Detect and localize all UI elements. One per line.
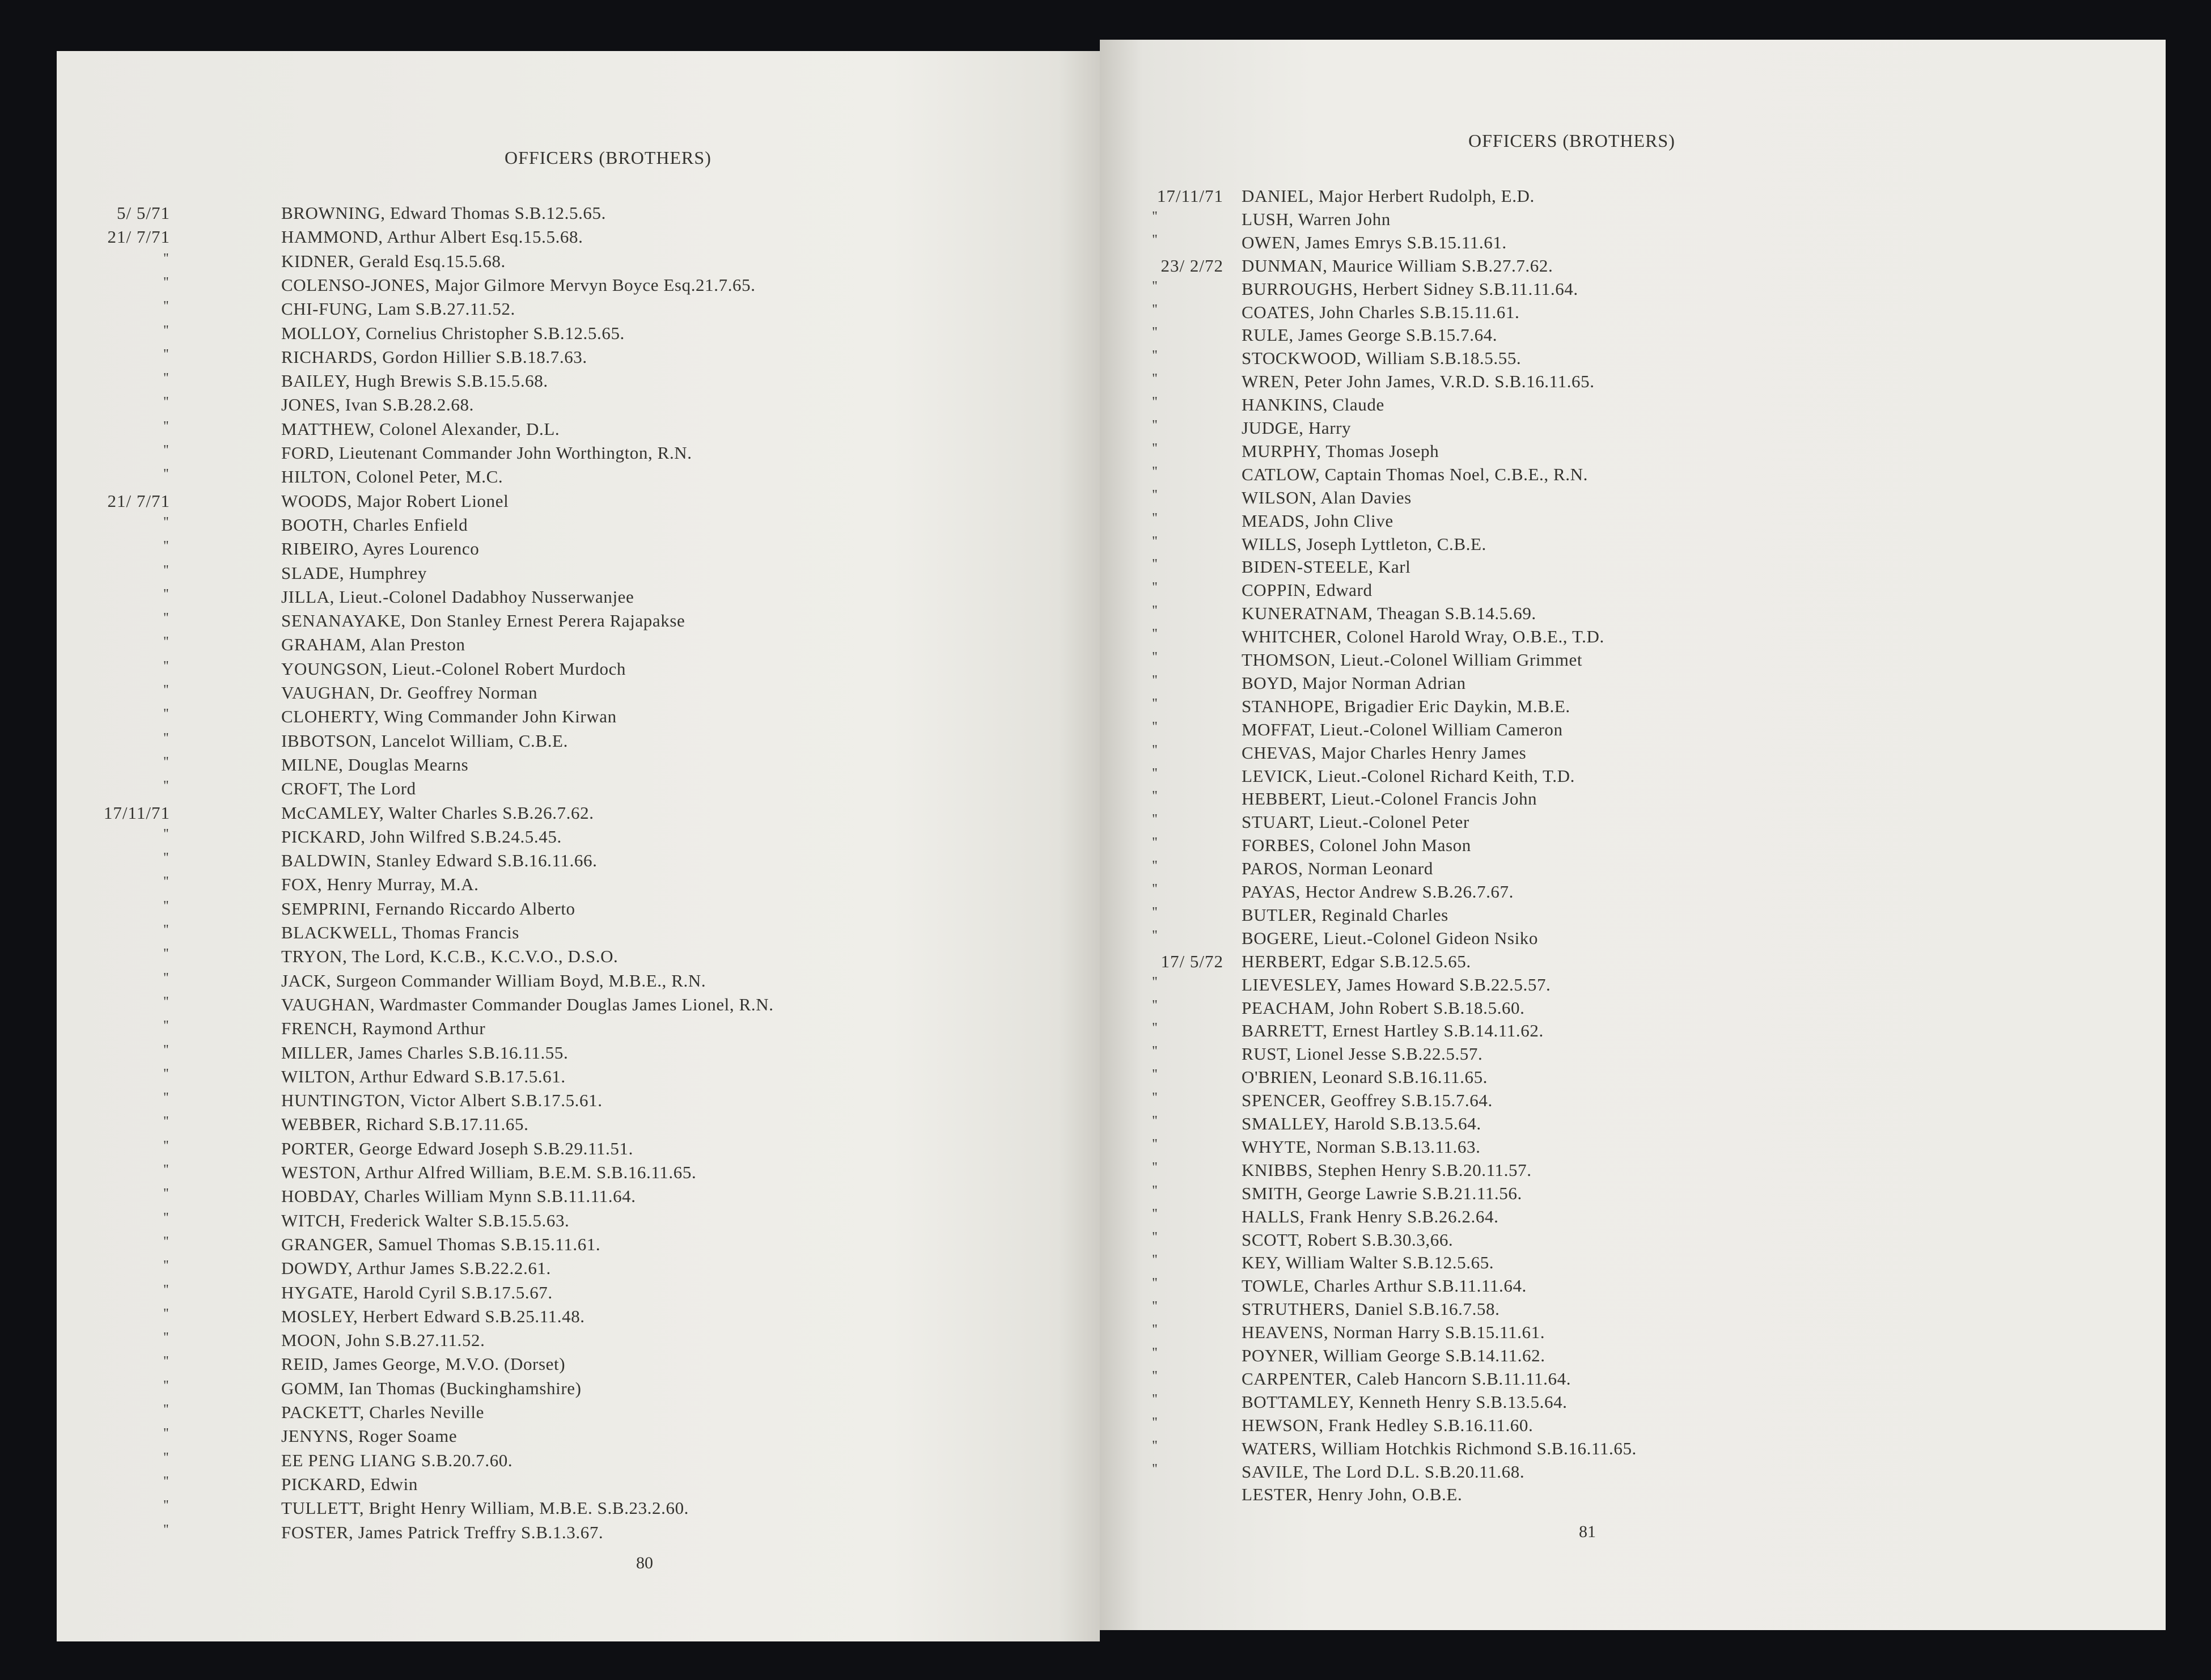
entry-name: JONES, Ivan S.B.28.2.68. xyxy=(281,395,474,415)
ditto-mark: " xyxy=(163,1354,169,1369)
ditto-mark: " xyxy=(1152,487,1158,502)
ditto-mark: " xyxy=(1152,302,1158,317)
ditto-mark: " xyxy=(1152,789,1158,804)
entry-name: PICKARD, John Wilfred S.B.24.5.45. xyxy=(281,826,562,847)
ditto-mark: " xyxy=(163,778,169,794)
entry-name: BOYD, Major Norman Adrian xyxy=(1242,672,1466,693)
ditto-mark: " xyxy=(163,251,169,266)
entry-name: FORD, Lieutenant Commander John Worthington, R.N. xyxy=(281,443,692,463)
entry-name: BAILEY, Hugh Brewis S.B.15.5.68. xyxy=(281,371,548,391)
ditto-mark: " xyxy=(163,1522,169,1537)
ditto-mark: " xyxy=(163,826,169,841)
entry-name: HEAVENS, Norman Harry S.B.15.11.61. xyxy=(1242,1322,1545,1343)
ditto-mark: " xyxy=(1152,209,1158,224)
ditto-mark: " xyxy=(163,994,169,1009)
ditto-mark: " xyxy=(163,1234,169,1249)
ditto-mark: " xyxy=(1152,672,1158,688)
ditto-mark: " xyxy=(1152,1044,1158,1059)
entry-name: WILSON, Alan Davies xyxy=(1242,487,1412,507)
ditto-mark: " xyxy=(1152,1067,1158,1082)
entry-name: JILLA, Lieut.-Colonel Dadabhoy Nusserwanjee xyxy=(281,586,634,607)
entry-name: EE PENG LIANG S.B.20.7.60. xyxy=(281,1450,513,1470)
entry-name: DANIEL, Major Herbert Rudolph, E.D. xyxy=(1242,186,1535,206)
entry-name: CLOHERTY, Wing Commander John Kirwan xyxy=(281,706,617,727)
ditto-mark: " xyxy=(1152,348,1158,363)
ditto-mark: " xyxy=(1152,1136,1158,1152)
entry-name: HANKINS, Claude xyxy=(1242,395,1384,415)
ditto-mark: " xyxy=(1152,325,1158,340)
ditto-mark: " xyxy=(1152,1090,1158,1106)
entry-name: BIDEN-STEELE, Karl xyxy=(1242,557,1411,577)
ditto-mark: " xyxy=(1152,1368,1158,1383)
entry-name: HOBDAY, Charles William Mynn S.B.11.11.64. xyxy=(281,1186,636,1207)
ditto-mark: " xyxy=(163,1090,169,1106)
entry-name: PAROS, Norman Leonard xyxy=(1242,858,1433,879)
entry-name: PEACHAM, John Robert S.B.18.5.60. xyxy=(1242,997,1525,1018)
entry-name: TULLETT, Bright Henry William, M.B.E. S.B.23.2.60. xyxy=(281,1498,689,1518)
ditto-mark: " xyxy=(163,467,169,482)
entry-name: SEMPRINI, Fernando Riccardo Alberto xyxy=(281,898,575,919)
ditto-mark: " xyxy=(1152,1438,1158,1453)
entry-name: GRANGER, Samuel Thomas S.B.15.11.61. xyxy=(281,1234,601,1254)
entry-name: VAUGHAN, Wardmaster Commander Douglas James Lionel, R.N. xyxy=(281,994,774,1014)
ditto-mark: " xyxy=(163,1474,169,1489)
entry-name: STRUTHERS, Daniel S.B.16.7.58. xyxy=(1242,1299,1500,1319)
ditto-mark: " xyxy=(163,562,169,578)
entry-name: FOX, Henry Murray, M.A. xyxy=(281,874,479,895)
ditto-mark: " xyxy=(163,611,169,626)
ditto-mark: " xyxy=(163,1426,169,1441)
ditto-mark: " xyxy=(1152,904,1158,920)
entry-name: WILTON, Arthur Edward S.B.17.5.61. xyxy=(281,1066,566,1086)
entry-name: HERBERT, Edgar S.B.12.5.65. xyxy=(1242,951,1471,971)
left-page xyxy=(57,51,1100,1641)
entry-name: CHEVAS, Major Charles Henry James xyxy=(1242,742,1527,763)
entry-name: BARRETT, Ernest Hartley S.B.14.11.62. xyxy=(1242,1021,1544,1041)
entry-name: IBBOTSON, Lancelot William, C.B.E. xyxy=(281,730,568,751)
ditto-mark: " xyxy=(163,1450,169,1465)
ditto-mark: " xyxy=(1152,1252,1158,1268)
ditto-mark: " xyxy=(163,1210,169,1225)
entry-name: WOODS, Major Robert Lionel xyxy=(281,490,509,511)
entry-name: O'BRIEN, Leonard S.B.16.11.65. xyxy=(1242,1067,1488,1087)
ditto-mark: " xyxy=(1152,742,1158,758)
ditto-mark: " xyxy=(163,1018,169,1034)
entry-name: WHITCHER, Colonel Harold Wray, O.B.E., T.D. xyxy=(1242,627,1604,647)
entry-name: PAYAS, Hector Andrew S.B.26.7.67. xyxy=(1242,882,1514,902)
ditto-mark: " xyxy=(1152,580,1158,595)
ditto-mark: " xyxy=(163,539,169,554)
entry-name: STUART, Lieut.-Colonel Peter xyxy=(1242,812,1469,832)
ditto-mark: " xyxy=(163,274,169,290)
ditto-mark: " xyxy=(1152,997,1158,1013)
entry-name: WITCH, Frederick Walter S.B.15.5.63. xyxy=(281,1210,570,1230)
ditto-mark: " xyxy=(163,634,169,650)
entry-name: KUNERATNAM, Theagan S.B.14.5.69. xyxy=(1242,603,1536,624)
entry-name: SLADE, Humphrey xyxy=(281,562,427,583)
ditto-mark: " xyxy=(163,1306,169,1321)
entry-name: THOMSON, Lieut.-Colonel William Grimmet xyxy=(1242,650,1583,670)
entry-date: 21/ 7/71 xyxy=(107,490,170,511)
ditto-mark: " xyxy=(163,443,169,458)
page-number: 81 xyxy=(1579,1522,1596,1541)
entry-name: SENANAYAKE, Don Stanley Ernest Perera Rajapakse xyxy=(281,611,685,631)
entry-name: BURROUGHS, Herbert Sidney S.B.11.11.64. xyxy=(1242,278,1578,299)
entry-name: POYNER, William George S.B.14.11.62. xyxy=(1242,1345,1545,1365)
entry-name: BLACKWELL, Thomas Francis xyxy=(281,922,519,942)
entry-name: CARPENTER, Caleb Hancorn S.B.11.11.64. xyxy=(1242,1368,1572,1389)
ditto-mark: " xyxy=(163,586,169,602)
ditto-mark: " xyxy=(163,1066,169,1081)
ditto-mark: " xyxy=(1152,882,1158,896)
ditto-mark: " xyxy=(163,754,169,769)
ditto-mark: " xyxy=(163,514,169,530)
ditto-mark: " xyxy=(1152,510,1158,526)
entry-name: PORTER, George Edward Joseph S.B.29.11.51. xyxy=(281,1138,633,1158)
ditto-mark: " xyxy=(1152,1299,1158,1314)
ditto-mark: " xyxy=(163,323,169,338)
entry-name: BOOTH, Charles Enfield xyxy=(281,514,468,535)
ditto-mark: " xyxy=(163,730,169,746)
ditto-mark: " xyxy=(1152,1021,1158,1036)
entry-name: MOON, John S.B.27.11.52. xyxy=(281,1330,485,1351)
entry-name: MEADS, John Clive xyxy=(1242,510,1393,531)
entry-name: LEVICK, Lieut.-Colonel Richard Keith, T.D. xyxy=(1242,765,1575,786)
ditto-mark: " xyxy=(163,683,169,697)
entry-name: FORBES, Colonel John Mason xyxy=(1242,835,1471,856)
ditto-mark: " xyxy=(163,1258,169,1273)
entry-name: LIEVESLEY, James Howard S.B.22.5.57. xyxy=(1242,974,1551,995)
entry-name: WREN, Peter John James, V.R.D. S.B.16.11.65. xyxy=(1242,371,1595,392)
entry-name: MOSLEY, Herbert Edward S.B.25.11.48. xyxy=(281,1306,585,1326)
ditto-mark: " xyxy=(1152,835,1158,850)
entry-name: MILNE, Douglas Mearns xyxy=(281,754,469,775)
entry-name: HYGATE, Harold Cyril S.B.17.5.67. xyxy=(281,1282,553,1302)
ditto-mark: " xyxy=(1152,1415,1158,1430)
ditto-mark: " xyxy=(1152,1160,1158,1175)
ditto-mark: " xyxy=(163,874,169,890)
ditto-mark: " xyxy=(1152,395,1158,410)
entry-name: CATLOW, Captain Thomas Noel, C.B.E., R.N. xyxy=(1242,464,1588,484)
ditto-mark: " xyxy=(1152,1276,1158,1291)
ditto-mark: " xyxy=(1152,371,1158,387)
entry-date: 17/ 5/72 xyxy=(1160,951,1223,971)
page-number: 80 xyxy=(636,1554,653,1572)
ditto-mark: " xyxy=(163,970,169,985)
ditto-mark: " xyxy=(1152,650,1158,665)
entry-name: WESTON, Arthur Alfred William, B.E.M. S.B.16.11.65. xyxy=(281,1162,697,1182)
entry-name: COATES, John Charles S.B.15.11.61. xyxy=(1242,302,1520,322)
ditto-mark: " xyxy=(163,1162,169,1177)
entry-name: JUDGE, Harry xyxy=(1242,418,1352,438)
ditto-mark: " xyxy=(1152,696,1158,711)
entry-name: SPENCER, Geoffrey S.B.15.7.64. xyxy=(1242,1090,1493,1111)
entry-name: JACK, Surgeon Commander William Boyd, M.B.E., R.N. xyxy=(281,970,706,991)
ditto-mark: " xyxy=(163,706,169,722)
entry-name: DUNMAN, Maurice William S.B.27.7.62. xyxy=(1242,255,1553,276)
entry-name: BALDWIN, Stanley Edward S.B.16.11.66. xyxy=(281,850,598,871)
entry-name: MOFFAT, Lieut.-Colonel William Cameron xyxy=(1242,719,1563,739)
page-header: OFFICERS (BROTHERS) xyxy=(505,147,711,168)
ditto-mark: " xyxy=(1152,1229,1158,1245)
ditto-mark: " xyxy=(163,395,169,410)
entry-name: BOTTAMLEY, Kenneth Henry S.B.13.5.64. xyxy=(1242,1391,1568,1412)
entry-name: CHI-FUNG, Lam S.B.27.11.52. xyxy=(281,299,515,319)
ditto-mark: " xyxy=(1152,232,1158,247)
entry-name: KNIBBS, Stephen Henry S.B.20.11.57. xyxy=(1242,1160,1532,1180)
ditto-mark: " xyxy=(1152,441,1158,456)
entry-name: RIBEIRO, Ayres Lourenco xyxy=(281,539,480,559)
entry-name: LESTER, Henry John, O.B.E. xyxy=(1242,1484,1463,1505)
ditto-mark: " xyxy=(163,850,169,866)
entry-name: STANHOPE, Brigadier Eric Daykin, M.B.E. xyxy=(1242,696,1570,716)
ditto-mark: " xyxy=(1152,1114,1158,1128)
page-header: OFFICERS (BROTHERS) xyxy=(1468,130,1675,151)
ditto-mark: " xyxy=(1152,557,1158,572)
ditto-mark: " xyxy=(1152,1183,1158,1198)
ditto-mark: " xyxy=(1152,928,1158,943)
entry-name: TOWLE, Charles Arthur S.B.11.11.64. xyxy=(1242,1276,1527,1296)
entry-name: HILTON, Colonel Peter, M.C. xyxy=(281,467,503,487)
ditto-mark: " xyxy=(163,346,169,362)
entry-name: GOMM, Ian Thomas (Buckinghamshire) xyxy=(281,1378,582,1398)
ditto-mark: " xyxy=(163,1042,169,1057)
entry-name: McCAMLEY, Walter Charles S.B.26.7.62. xyxy=(281,802,594,823)
entry-name: PICKARD, Edwin xyxy=(281,1474,418,1494)
entry-name: SMITH, George Lawrie S.B.21.11.56. xyxy=(1242,1183,1522,1203)
ditto-mark: " xyxy=(1152,464,1158,479)
entry-name: SAVILE, The Lord D.L. S.B.20.11.68. xyxy=(1242,1461,1525,1482)
entry-name: FOSTER, James Patrick Treffry S.B.1.3.67. xyxy=(281,1522,604,1542)
ditto-mark: " xyxy=(1152,719,1158,734)
entry-name: SCOTT, Robert S.B.30.3,66. xyxy=(1242,1229,1454,1250)
ditto-mark: " xyxy=(163,371,169,386)
entry-name: MILLER, James Charles S.B.16.11.55. xyxy=(281,1042,569,1063)
ditto-mark: " xyxy=(163,1138,169,1153)
ditto-mark: " xyxy=(163,418,169,434)
entry-name: TRYON, The Lord, K.C.B., K.C.V.O., D.S.O. xyxy=(281,946,619,967)
ditto-mark: " xyxy=(1152,1206,1158,1221)
entry-name: MATTHEW, Colonel Alexander, D.L. xyxy=(281,418,560,439)
ditto-mark: " xyxy=(1152,858,1158,874)
ditto-mark: " xyxy=(163,658,169,674)
ditto-mark: " xyxy=(163,1498,169,1513)
ditto-mark: " xyxy=(1152,1391,1158,1407)
entry-name: DOWDY, Arthur James S.B.22.2.61. xyxy=(281,1258,551,1279)
ditto-mark: " xyxy=(1152,1345,1158,1360)
entry-name: MURPHY, Thomas Joseph xyxy=(1242,441,1439,461)
ditto-mark: " xyxy=(1152,974,1158,989)
ditto-mark: " xyxy=(163,1330,169,1345)
entry-name: WATERS, William Hotchkis Richmond S.B.16.11.65. xyxy=(1242,1438,1637,1458)
entry-name: FRENCH, Raymond Arthur xyxy=(281,1018,486,1039)
entry-name: YOUNGSON, Lieut.-Colonel Robert Murdoch xyxy=(281,658,626,679)
entry-name: KEY, William Walter S.B.12.5.65. xyxy=(1242,1252,1494,1273)
ditto-mark: " xyxy=(1152,278,1158,294)
entry-name: RULE, James George S.B.15.7.64. xyxy=(1242,325,1498,345)
entry-name: BUTLER, Reginald Charles xyxy=(1242,904,1448,925)
entry-name: COPPIN, Edward xyxy=(1242,580,1373,600)
entry-name: REID, James George, M.V.O. (Dorset) xyxy=(281,1354,566,1374)
entry-name: WHYTE, Norman S.B.13.11.63. xyxy=(1242,1136,1481,1157)
entry-name: HEWSON, Frank Hedley S.B.16.11.60. xyxy=(1242,1415,1534,1435)
ditto-mark: " xyxy=(163,1378,169,1393)
ditto-mark: " xyxy=(1152,534,1158,549)
entry-name: HUNTINGTON, Victor Albert S.B.17.5.61. xyxy=(281,1090,603,1111)
ditto-mark: " xyxy=(163,1282,169,1297)
ditto-mark: " xyxy=(163,1402,169,1417)
ditto-mark: " xyxy=(1152,418,1158,433)
right-page xyxy=(1100,40,2166,1630)
entry-date: 17/11/71 xyxy=(103,802,170,823)
entry-name: COLENSO-JONES, Major Gilmore Mervyn Boyce Esq.21.7.65. xyxy=(281,274,756,295)
entry-date: 21/ 7/71 xyxy=(107,227,170,247)
ditto-mark: " xyxy=(163,1186,169,1201)
entry-name: WILLS, Joseph Lyttleton, C.B.E. xyxy=(1242,534,1486,554)
entry-name: KIDNER, Gerald Esq.15.5.68. xyxy=(281,251,506,271)
ditto-mark: " xyxy=(1152,627,1158,642)
entry-name: HALLS, Frank Henry S.B.26.2.64. xyxy=(1242,1206,1499,1226)
ditto-mark: " xyxy=(163,1114,169,1129)
entry-name: WEBBER, Richard S.B.17.11.65. xyxy=(281,1114,529,1135)
entry-name: BOGERE, Lieut.-Colonel Gideon Nsiko xyxy=(1242,928,1538,948)
entry-name: BROWNING, Edward Thomas S.B.12.5.65. xyxy=(281,203,606,223)
entry-name: SMALLEY, Harold S.B.13.5.64. xyxy=(1242,1114,1481,1133)
entry-name: GRAHAM, Alan Preston xyxy=(281,634,465,655)
entry-name: MOLLOY, Cornelius Christopher S.B.12.5.65. xyxy=(281,323,625,343)
ditto-mark: " xyxy=(1152,1322,1158,1338)
ditto-mark: " xyxy=(163,898,169,913)
ditto-mark: " xyxy=(1152,603,1158,619)
ditto-mark: " xyxy=(1152,812,1158,827)
entry-name: RICHARDS, Gordon Hillier S.B.18.7.63. xyxy=(281,346,587,367)
entry-name: LUSH, Warren John xyxy=(1242,209,1391,229)
entry-date: 5/ 5/71 xyxy=(117,203,170,223)
entry-name: RUST, Lionel Jesse S.B.22.5.57. xyxy=(1242,1044,1483,1064)
entry-name: CROFT, The Lord xyxy=(281,778,416,799)
ditto-mark: " xyxy=(163,946,169,962)
entry-date: 17/11/71 xyxy=(1157,186,1223,206)
entry-name: OWEN, James Emrys S.B.15.11.61. xyxy=(1242,232,1507,252)
entry-name: HAMMOND, Arthur Albert Esq.15.5.68. xyxy=(281,227,583,247)
entry-name: VAUGHAN, Dr. Geoffrey Norman xyxy=(281,683,538,703)
ditto-mark: " xyxy=(163,922,169,937)
entry-name: JENYNS, Roger Soame xyxy=(281,1426,458,1446)
ditto-mark: " xyxy=(163,299,169,314)
ditto-mark: " xyxy=(1152,765,1158,781)
entry-date: 23/ 2/72 xyxy=(1160,255,1223,276)
ditto-mark: " xyxy=(1152,1461,1158,1476)
entry-name: HEBBERT, Lieut.-Colonel Francis John xyxy=(1242,789,1537,809)
entry-name: STOCKWOOD, William S.B.18.5.55. xyxy=(1242,348,1522,369)
entry-name: PACKETT, Charles Neville xyxy=(281,1402,484,1422)
